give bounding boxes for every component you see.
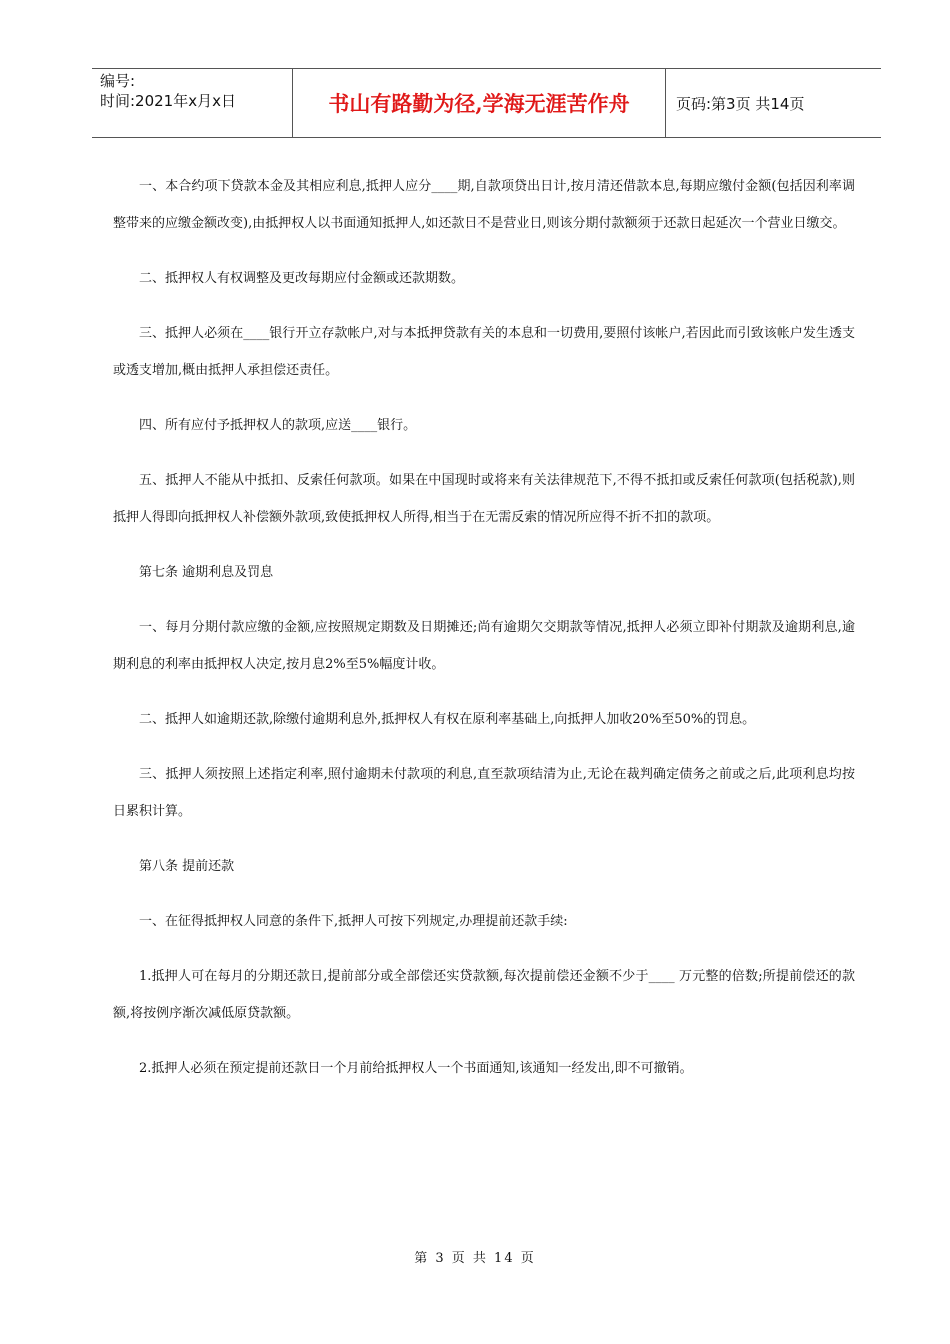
paragraph-1: 一、本合约项下贷款本金及其相应利息,抵押人应分____期,自款项贷出日计,按月清还借款本息,每期应缴付金额(包括因利率调整带来的应缴金额改变),由抵押权人以书面通知抵押人,如还款日不是营业日,则该分期付款额须于还款日起延次一个营业日缴交。 <box>113 179 855 231</box>
article-8-heading: 第八条 提前还款 <box>139 859 235 874</box>
header-meta <box>92 69 293 137</box>
document-time-label: 时间:2021年x月x日 <box>100 92 236 110</box>
paragraph-3: 三、抵押人必须在____银行开立存款帐户,对与本抵押贷款有关的本息和一切费用,要照付该帐户,若因此而引致该帐户发生透支或透支增加,概由抵押人承担偿还责任。 <box>113 326 855 378</box>
paragraph-12: 1.抵押人可在每月的分期还款日,提前部分或全部偿还实贷款额,每次提前偿还金额不少于____ 万元整的倍数;所提前偿还的款额,将按例序渐次减低原贷款额。 <box>113 969 855 1021</box>
paragraph-9: 三、抵押人须按照上述指定利率,照付逾期未付款项的利息,直至款项结清为止,无论在裁判确定债务之前或之后,此项利息均按日累积计算。 <box>113 767 855 819</box>
document-number-label: 编号: <box>100 72 136 90</box>
header-page-number: 页码:第3页 共14页 <box>676 94 805 113</box>
page-footer: 第 3 页 共 14 页 <box>414 1251 536 1266</box>
paragraph-5: 五、抵押人不能从中抵扣、反索任何款项。如果在中国现时或将来有关法律规范下,不得不抵扣或反索任何款项(包括税款),则抵押人得即向抵押权人补偿额外款项,致使抵押权人所得,相当于在无需反索的情况所应得不折不扣的款项。 <box>113 473 855 525</box>
paragraph-8: 二、抵押人如逾期还款,除缴付逾期利息外,抵押权人有权在原利率基础上,向抵押人加收20%至50%的罚息。 <box>139 712 756 727</box>
paragraph-2: 二、抵押权人有权调整及更改每期应付金额或还款期数。 <box>139 271 465 286</box>
header-motto: 书山有路勤为径,学海无涯苦作舟 <box>293 69 666 137</box>
article-7-heading: 第七条 逾期利息及罚息 <box>139 565 274 580</box>
page-header <box>92 68 881 138</box>
paragraph-13: 2.抵押人必须在预定提前还款日一个月前给抵押权人一个书面通知,该通知一经发出,即不可撤销。 <box>139 1061 693 1076</box>
document-body <box>113 168 855 1105</box>
paragraph-7: 一、每月分期付款应缴的金额,应按照规定期数及日期摊还;尚有逾期欠交期款等情况,抵押人必须立即补付期款及逾期利息,逾期利息的利率由抵押权人决定,按月息2%至5%幅度计收。 <box>113 620 855 672</box>
paragraph-11: 一、在征得抵押权人同意的条件下,抵押人可按下列规定,办理提前还款手续: <box>139 914 568 929</box>
paragraph-4: 四、所有应付予抵押权人的款项,应送____银行。 <box>139 418 417 433</box>
